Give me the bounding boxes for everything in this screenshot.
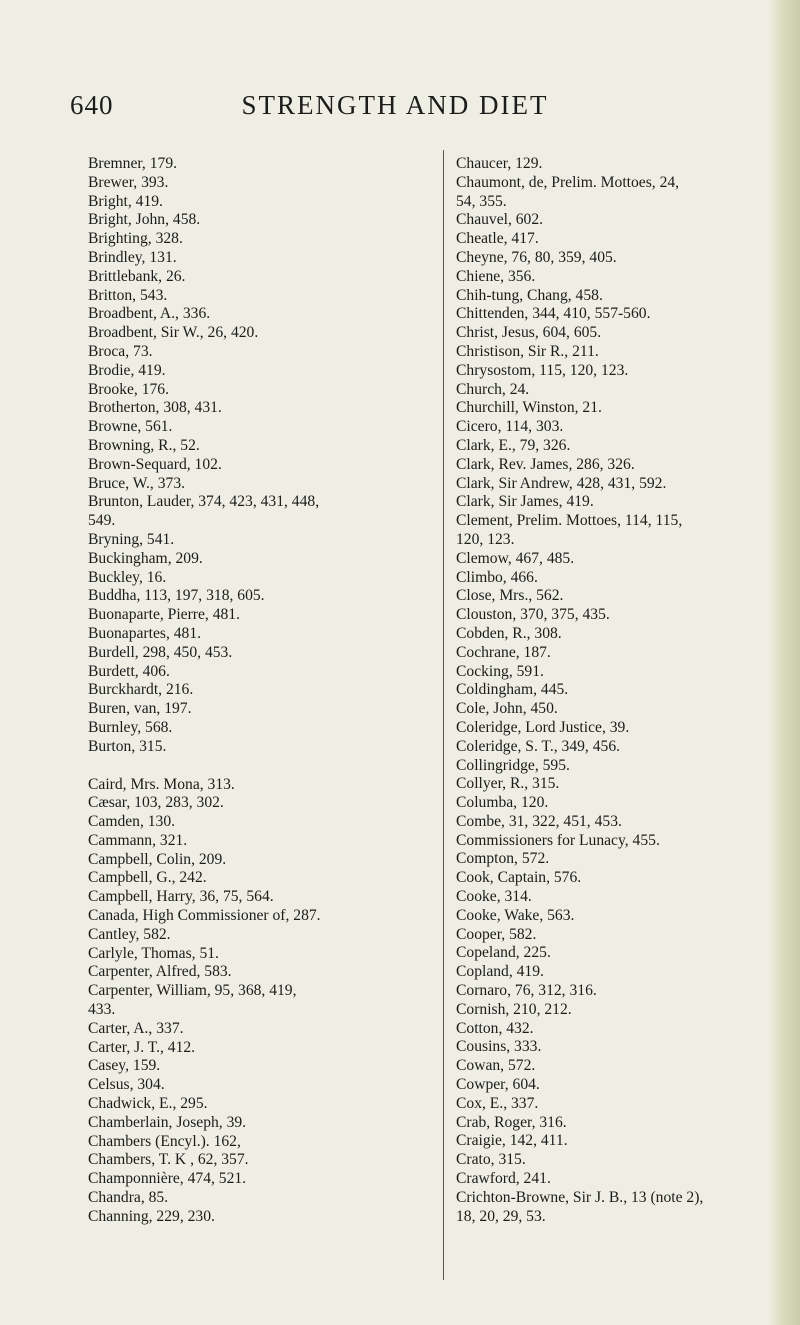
index-entry: Coleridge, Lord Justice, 39. — [456, 718, 630, 736]
index-entry: Brindley, 131. — [88, 248, 177, 266]
index-entry: Churchill, Winston, 21. — [456, 399, 602, 417]
index-entry: Bryning, 541. — [88, 530, 175, 548]
index-entry: Commissioners for Lunacy, 455. — [456, 831, 660, 849]
index-entry: Browne, 561. — [88, 418, 173, 436]
index-entry: Carter, A., 337. — [88, 1019, 184, 1037]
running-title: STRENGTH AND DIET — [241, 90, 549, 120]
index-entry: Combe, 31, 322, 451, 453. — [456, 812, 622, 830]
index-entry: Clark, Sir James, 419. — [456, 493, 594, 511]
index-entry: Cox, E., 337. — [456, 1094, 539, 1112]
index-group-c-continued — [456, 155, 776, 1226]
index-entry: Cooper, 582. — [456, 925, 537, 943]
index-entry: Cornaro, 76, 312, 316. — [456, 982, 597, 1000]
index-entry: Compton, 572. — [456, 850, 550, 868]
index-entry: Carpenter, William, 95, 368, 419, — [88, 982, 297, 1000]
index-entry: Chandra, 85. — [88, 1189, 169, 1207]
index-entry: Burton, 315. — [88, 737, 167, 755]
index-entry: Cochrane, 187. — [456, 643, 551, 661]
index-entry: Close, Mrs., 562. — [456, 587, 564, 605]
index-entry: Chiene, 356. — [456, 267, 536, 285]
index-entry: Copeland, 225. — [456, 944, 551, 962]
index-entry: Cammann, 321. — [88, 831, 188, 849]
index-entry: Campbell, Harry, 36, 75, 564. — [88, 888, 274, 906]
index-entry: Chih-tung, Chang, 458. — [456, 286, 603, 304]
index-entry: Buonapartes, 481. — [88, 624, 202, 642]
index-entry: Chaucer, 129. — [456, 155, 543, 172]
index-entry: Carlyle, Thomas, 51. — [88, 944, 219, 962]
index-entry: Cowper, 604. — [456, 1076, 540, 1094]
index-entry: Clemow, 467, 485. — [456, 549, 575, 567]
index-entry: Burckhardt, 216. — [88, 681, 194, 699]
index-entry: Burdett, 406. — [88, 662, 170, 680]
index-entry: Brunton, Lauder, 374, 423, 431, 448, — [88, 493, 320, 511]
index-entry: Carpenter, Alfred, 583. — [88, 963, 232, 981]
index-entry: Clement, Prelim. Mottoes, 114, 115, — [456, 512, 683, 530]
index-entry: Chauvel, 602. — [456, 211, 544, 229]
index-entry: Celsus, 304. — [88, 1076, 165, 1094]
index-entry: Camden, 130. — [88, 813, 176, 831]
index-entry: Broadbent, Sir W., 26, 420. — [88, 324, 259, 342]
index-entry: Cocking, 591. — [456, 662, 544, 680]
index-entry: Cooke, Wake, 563. — [456, 906, 575, 924]
index-entry: Clark, E., 79, 326. — [456, 436, 571, 454]
index-entry: Cook, Captain, 576. — [456, 869, 582, 887]
index-entry: Buonaparte, Pierre, 481. — [88, 606, 240, 624]
index-entry: Brodie, 419. — [88, 361, 166, 379]
index-entry: Casey, 159. — [88, 1057, 161, 1075]
index-entry: Brittlebank, 26. — [88, 267, 186, 285]
index-entry: Chaumont, de, Prelim. Mottoes, 24, — [456, 173, 680, 191]
index-entry: Chambers, T. K , 62, 357. — [88, 1151, 249, 1169]
index-entry: Campbell, Colin, 209. — [88, 850, 227, 868]
index-entry: Cotton, 432. — [456, 1019, 534, 1037]
index-entry: Campbell, G., 242. — [88, 869, 207, 887]
index-entry: Copland, 419. — [456, 963, 544, 981]
index-entry: Burnley, 568. — [88, 718, 173, 736]
index-entry: Collingridge, 595. — [456, 756, 570, 774]
index-entry: Brighting, 328. — [88, 230, 183, 248]
index-entry: Cousins, 333. — [456, 1038, 542, 1056]
index-group-b — [88, 155, 398, 757]
index-entry: Climbo, 466. — [456, 568, 538, 586]
index-entry: Cicero, 114, 303. — [456, 418, 564, 436]
page-header — [70, 90, 720, 130]
index-entry: Buddha, 113, 197, 318, 605. — [88, 587, 265, 605]
index-entry: Cowan, 572. — [456, 1057, 536, 1075]
index-entry: Craigie, 142, 411. — [456, 1132, 568, 1150]
index-entry: Browning, R., 52. — [88, 436, 200, 454]
index-entry: 54, 355. — [456, 192, 507, 210]
index-entry: Crab, Roger, 316. — [456, 1113, 567, 1131]
index-entry: Christ, Jesus, 604, 605. — [456, 324, 602, 342]
index-entry: Chadwick, E., 295. — [88, 1095, 208, 1113]
index-entry: Christison, Sir R., 211. — [456, 342, 599, 360]
index-entry: Britton, 543. — [88, 286, 168, 304]
index-entry: Buckingham, 209. — [88, 549, 203, 567]
index-entry: Clark, Rev. James, 286, 326. — [456, 455, 635, 473]
index-entry: Buren, van, 197. — [88, 700, 192, 718]
index-entry: Buckley, 16. — [88, 568, 167, 586]
index-column-right — [456, 155, 776, 1226]
index-entry: Chrysostom, 115, 120, 123. — [456, 361, 629, 379]
index-entry: Broadbent, A., 336. — [88, 305, 211, 323]
index-entry: Columba, 120. — [456, 794, 549, 812]
index-entry: Canada, High Commissioner of, 287. — [88, 907, 321, 925]
index-entry: Cæsar, 103, 283, 302. — [88, 794, 224, 812]
index-entry: Brooke, 176. — [88, 380, 169, 398]
index-entry: Chamberlain, Joseph, 39. — [88, 1113, 247, 1131]
index-entry: Chittenden, 344, 410, 557-560. — [456, 305, 651, 323]
index-entry: Cobden, R., 308. — [456, 624, 562, 642]
column-divider — [443, 150, 444, 1280]
index-entry: Cornish, 210, 212. — [456, 1000, 572, 1018]
index-entry: Coleridge, S. T., 349, 456. — [456, 737, 621, 755]
page-number: 640 — [70, 90, 114, 120]
index-entry: Cheyne, 76, 80, 359, 405. — [456, 248, 617, 266]
index-entry: Brewer, 393. — [88, 173, 169, 191]
index-column-left — [88, 155, 398, 1227]
index-entry: Cantley, 582. — [88, 925, 171, 943]
index-entry: Chambers (Encyl.). 162, — [88, 1132, 241, 1150]
index-entry: Bremner, 179. — [88, 155, 178, 172]
index-entry: Channing, 229, 230. — [88, 1207, 215, 1225]
index-entry: Cooke, 314. — [456, 888, 532, 906]
section-gap — [88, 757, 398, 776]
index-entry: Crawford, 241. — [456, 1170, 551, 1188]
index-entry: Brotherton, 308, 431. — [88, 399, 222, 417]
index-group-c — [88, 776, 398, 1227]
index-entry: Collyer, R., 315. — [456, 775, 560, 793]
index-entry: 18, 20, 29, 53. — [456, 1207, 546, 1225]
index-entry: Crichton-Browne, Sir J. B., 13 (note 2), — [456, 1188, 704, 1206]
index-entry: Coldingham, 445. — [456, 681, 569, 699]
index-entry: Bright, 419. — [88, 192, 163, 210]
index-entry: Caird, Mrs. Mona, 313. — [88, 775, 235, 793]
index-entry: 433. — [88, 1001, 116, 1019]
index-entry: Carter, J. T., 412. — [88, 1038, 196, 1056]
index-entry: Bright, John, 458. — [88, 211, 201, 229]
index-entry: Church, 24. — [456, 380, 530, 398]
index-entry: Champonnière, 474, 521. — [88, 1170, 247, 1188]
index-entry: Brown-Sequard, 102. — [88, 455, 222, 473]
index-entry: Clark, Sir Andrew, 428, 431, 592. — [456, 474, 667, 492]
index-entry: Bruce, W., 373. — [88, 474, 186, 492]
index-entry: 549. — [88, 512, 116, 530]
index-entry: Broca, 73. — [88, 342, 153, 360]
index-entry: Clouston, 370, 375, 435. — [456, 606, 610, 624]
index-entry: 120, 123. — [456, 530, 515, 548]
index-entry: Burdell, 298, 450, 453. — [88, 643, 233, 661]
index-entry: Cheatle, 417. — [456, 230, 539, 248]
index-entry: Cole, John, 450. — [456, 700, 558, 718]
index-entry: Crato, 315. — [456, 1151, 526, 1169]
